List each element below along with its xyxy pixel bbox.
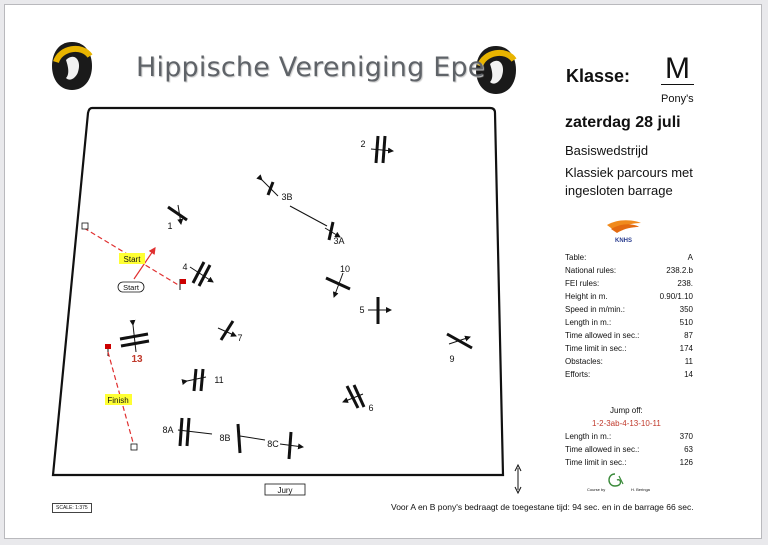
obstacle-3a-label: 3A [333, 236, 345, 246]
finish-label: Finish [107, 396, 129, 405]
spec-row-time-limit: Time limit in sec.: 174 [565, 344, 693, 353]
obstacle-2-label: 2 [360, 139, 366, 149]
spec-row-national-rules: National rules: 238.2.b [565, 266, 693, 275]
spec-row-obstacles: Obstacles: 11 [565, 357, 693, 366]
obstacle-3b-label: 3B [281, 192, 293, 202]
jumpoff-row-time-allowed: Time allowed in sec.: 63 [565, 445, 693, 454]
jumpoff-sequence: 1-2-3ab-4-13-10-11 [592, 419, 661, 428]
format-line-1: Klassiek parcours met [565, 165, 693, 180]
obstacle-13-label: 13 [131, 354, 143, 365]
obstacle-5-label: 5 [359, 305, 365, 315]
obstacle-10-label: 10 [339, 264, 351, 274]
spec-row-fei-rules: FEI rules: 238. [565, 279, 693, 288]
designer-prefix: Course by [587, 487, 606, 492]
page-title: Hippische Vereniging Epe [136, 52, 485, 83]
finish-flag [105, 344, 111, 349]
obstacle-13 [120, 325, 149, 352]
obstacle-2 [371, 136, 393, 163]
event-date: zaterdag 28 juli [565, 114, 681, 131]
spec-row-height: Height in m. 0.90/1.10 [565, 292, 693, 301]
start-label: Start [123, 255, 141, 264]
jury-label: Jury [277, 486, 293, 495]
obstacle-9-label: 9 [449, 354, 455, 364]
class-subtitle: Pony's [661, 93, 694, 105]
format-line-2: ingesloten barrage [565, 183, 673, 198]
dimension-arrow [515, 465, 521, 493]
obstacle-8b-label: 8B [219, 433, 231, 443]
class-label: Klasse: [566, 66, 631, 86]
competition-type: Basiswedstrijd [565, 143, 649, 158]
knhs-text: KNHS [615, 238, 633, 244]
obstacle-8c-label: 8C [267, 439, 279, 449]
spec-row-efforts: Efforts: 14 [565, 370, 693, 379]
obstacle-7-label: 7 [237, 333, 243, 343]
jumpoff-row-length: Length in m.: 370 [565, 432, 693, 441]
spec-row-speed: Speed in m/min.: 350 [565, 305, 693, 314]
spec-row-length: Length in m.: 510 [565, 318, 693, 327]
obstacle-8a-label: 8A [162, 425, 174, 435]
designer-name: H. Beringa [631, 487, 650, 492]
jumpoff-label: Jump off: [610, 406, 643, 415]
obstacle-6 [343, 385, 364, 408]
class-value: M [661, 54, 694, 85]
scale-label: SCALE: 1:375 [52, 503, 92, 513]
obstacle-11 [187, 369, 206, 391]
obstacle-4 [190, 262, 213, 286]
spec-row-time-allowed: Time allowed in sec.: 87 [565, 331, 693, 340]
start-flag [180, 279, 186, 284]
start-gate-label: Start [123, 283, 139, 292]
obstacle-9 [447, 334, 472, 348]
obstacle-8-combination [178, 418, 303, 459]
spec-row-table: Table: A [565, 253, 693, 262]
footer-note: Voor A en B pony's bedraagt de toegestane tijd: 94 sec. en in de barrage 66 sec. [391, 502, 694, 512]
obstacle-5 [368, 297, 391, 324]
jumpoff-row-time-limit: Time limit in sec.: 126 [565, 458, 693, 467]
obstacle-11-label: 11 [214, 375, 224, 385]
obstacle-7 [218, 321, 236, 340]
obstacle-10 [326, 273, 350, 297]
obstacle-4-label: 4 [182, 262, 188, 272]
obstacle-1-label: 1 [167, 221, 173, 231]
obstacle-3-combination [262, 180, 340, 240]
obstacle-6-label: 6 [368, 403, 374, 413]
